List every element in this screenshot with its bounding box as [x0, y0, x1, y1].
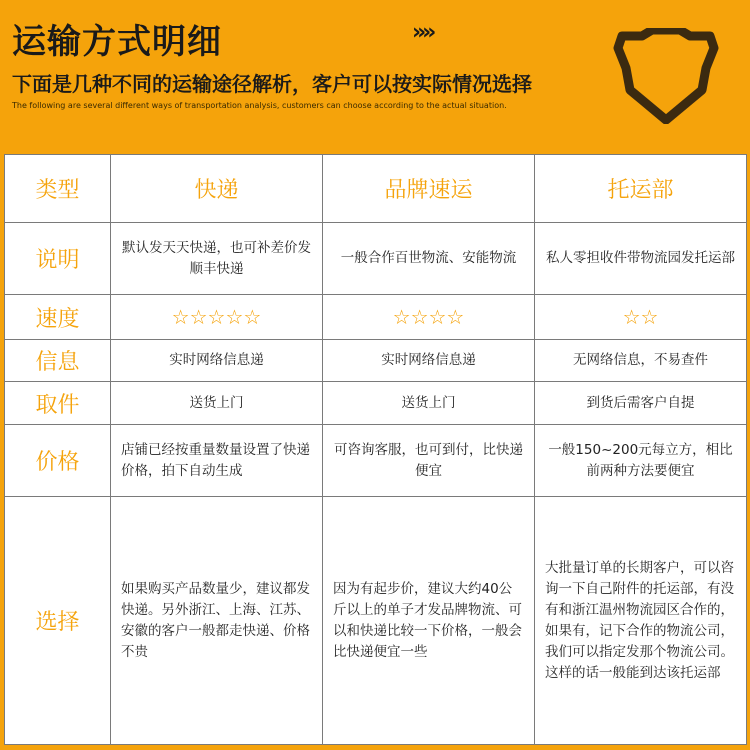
comparison-table-container: [4, 154, 746, 744]
cell-choice-depot: 大批量订单的长期客户，可以咨询一下自己附件的托运部，有没有和浙江温州物流园区合作的，如果有，记下合作的物流公司，我们可以指定发那个物流公司。这样的话一般能到达该托运部: [535, 497, 747, 745]
header-banner: [0, 0, 750, 150]
cell-info-depot: 无网络信息，不易查件: [535, 340, 747, 382]
cell-price-brand: 可咨询客服，也可到付，比快递便宜: [323, 425, 535, 497]
cell-description-express: 默认发天天快递，也可补差价发顺丰快递: [111, 223, 323, 295]
table-row-pickup: [5, 382, 747, 425]
row-label-description: 说明: [5, 223, 111, 295]
table-row-speed: [5, 295, 747, 340]
cell-info-brand: 实时网络信息递: [323, 340, 535, 382]
row-label-price: 价格: [5, 425, 111, 497]
speed-stars-brand: ☆☆☆☆: [323, 295, 535, 340]
cell-info-express: 实时网络信息递: [111, 340, 323, 382]
page-subtitle: 下面是几种不同的运输途径解析，客户可以按实际情况选择: [12, 72, 532, 96]
row-label-info: 信息: [5, 340, 111, 382]
speed-stars-express: ☆☆☆☆☆: [111, 295, 323, 340]
page-subtitle-english: The following are several different ways of transportation analysis, customers can choose according to the actual situation.: [12, 101, 507, 110]
cell-description-brand: 一般合作百世物流、安能物流: [323, 223, 535, 295]
table-row-info: [5, 340, 747, 382]
column-header-freight-depot: 托运部: [535, 155, 747, 223]
column-header-brand-logistics: 品牌速运: [323, 155, 535, 223]
shield-icon: [610, 28, 722, 124]
cell-pickup-depot: 到货后需客户自提: [535, 382, 747, 425]
row-label-choice: 选择: [5, 497, 111, 745]
table-row-description: [5, 223, 747, 295]
cell-pickup-express: 送货上门: [111, 382, 323, 425]
row-label-speed: 速度: [5, 295, 111, 340]
table-row-choice: [5, 497, 747, 745]
cell-pickup-brand: 送货上门: [323, 382, 535, 425]
table-header-row: [5, 155, 747, 223]
column-header-express: 快递: [111, 155, 323, 223]
cell-description-depot: 私人零担收件带物流园发托运部: [535, 223, 747, 295]
cell-price-depot: 一般150~200元每立方，相比前两种方法要便宜: [535, 425, 747, 497]
cell-price-express: 店铺已经按重量数量设置了快递价格，拍下自动生成: [111, 425, 323, 497]
row-label-pickup: 取件: [5, 382, 111, 425]
table-row-price: [5, 425, 747, 497]
chevron-arrows-icon: ››››: [412, 20, 433, 45]
speed-stars-depot: ☆☆: [535, 295, 747, 340]
cell-choice-brand: 因为有起步价，建议大约40公斤以上的单子才发品牌物流、可以和快递比较一下价格，一般会比快递便宜一些: [323, 497, 535, 745]
cell-choice-express: 如果购买产品数量少，建议都发快递。另外浙江、上海、江苏、安徽的客户一般都走快递、价格不贵: [111, 497, 323, 745]
column-header-type: 类型: [5, 155, 111, 223]
page-title: 运输方式明细: [12, 22, 222, 62]
comparison-table: [4, 154, 747, 745]
